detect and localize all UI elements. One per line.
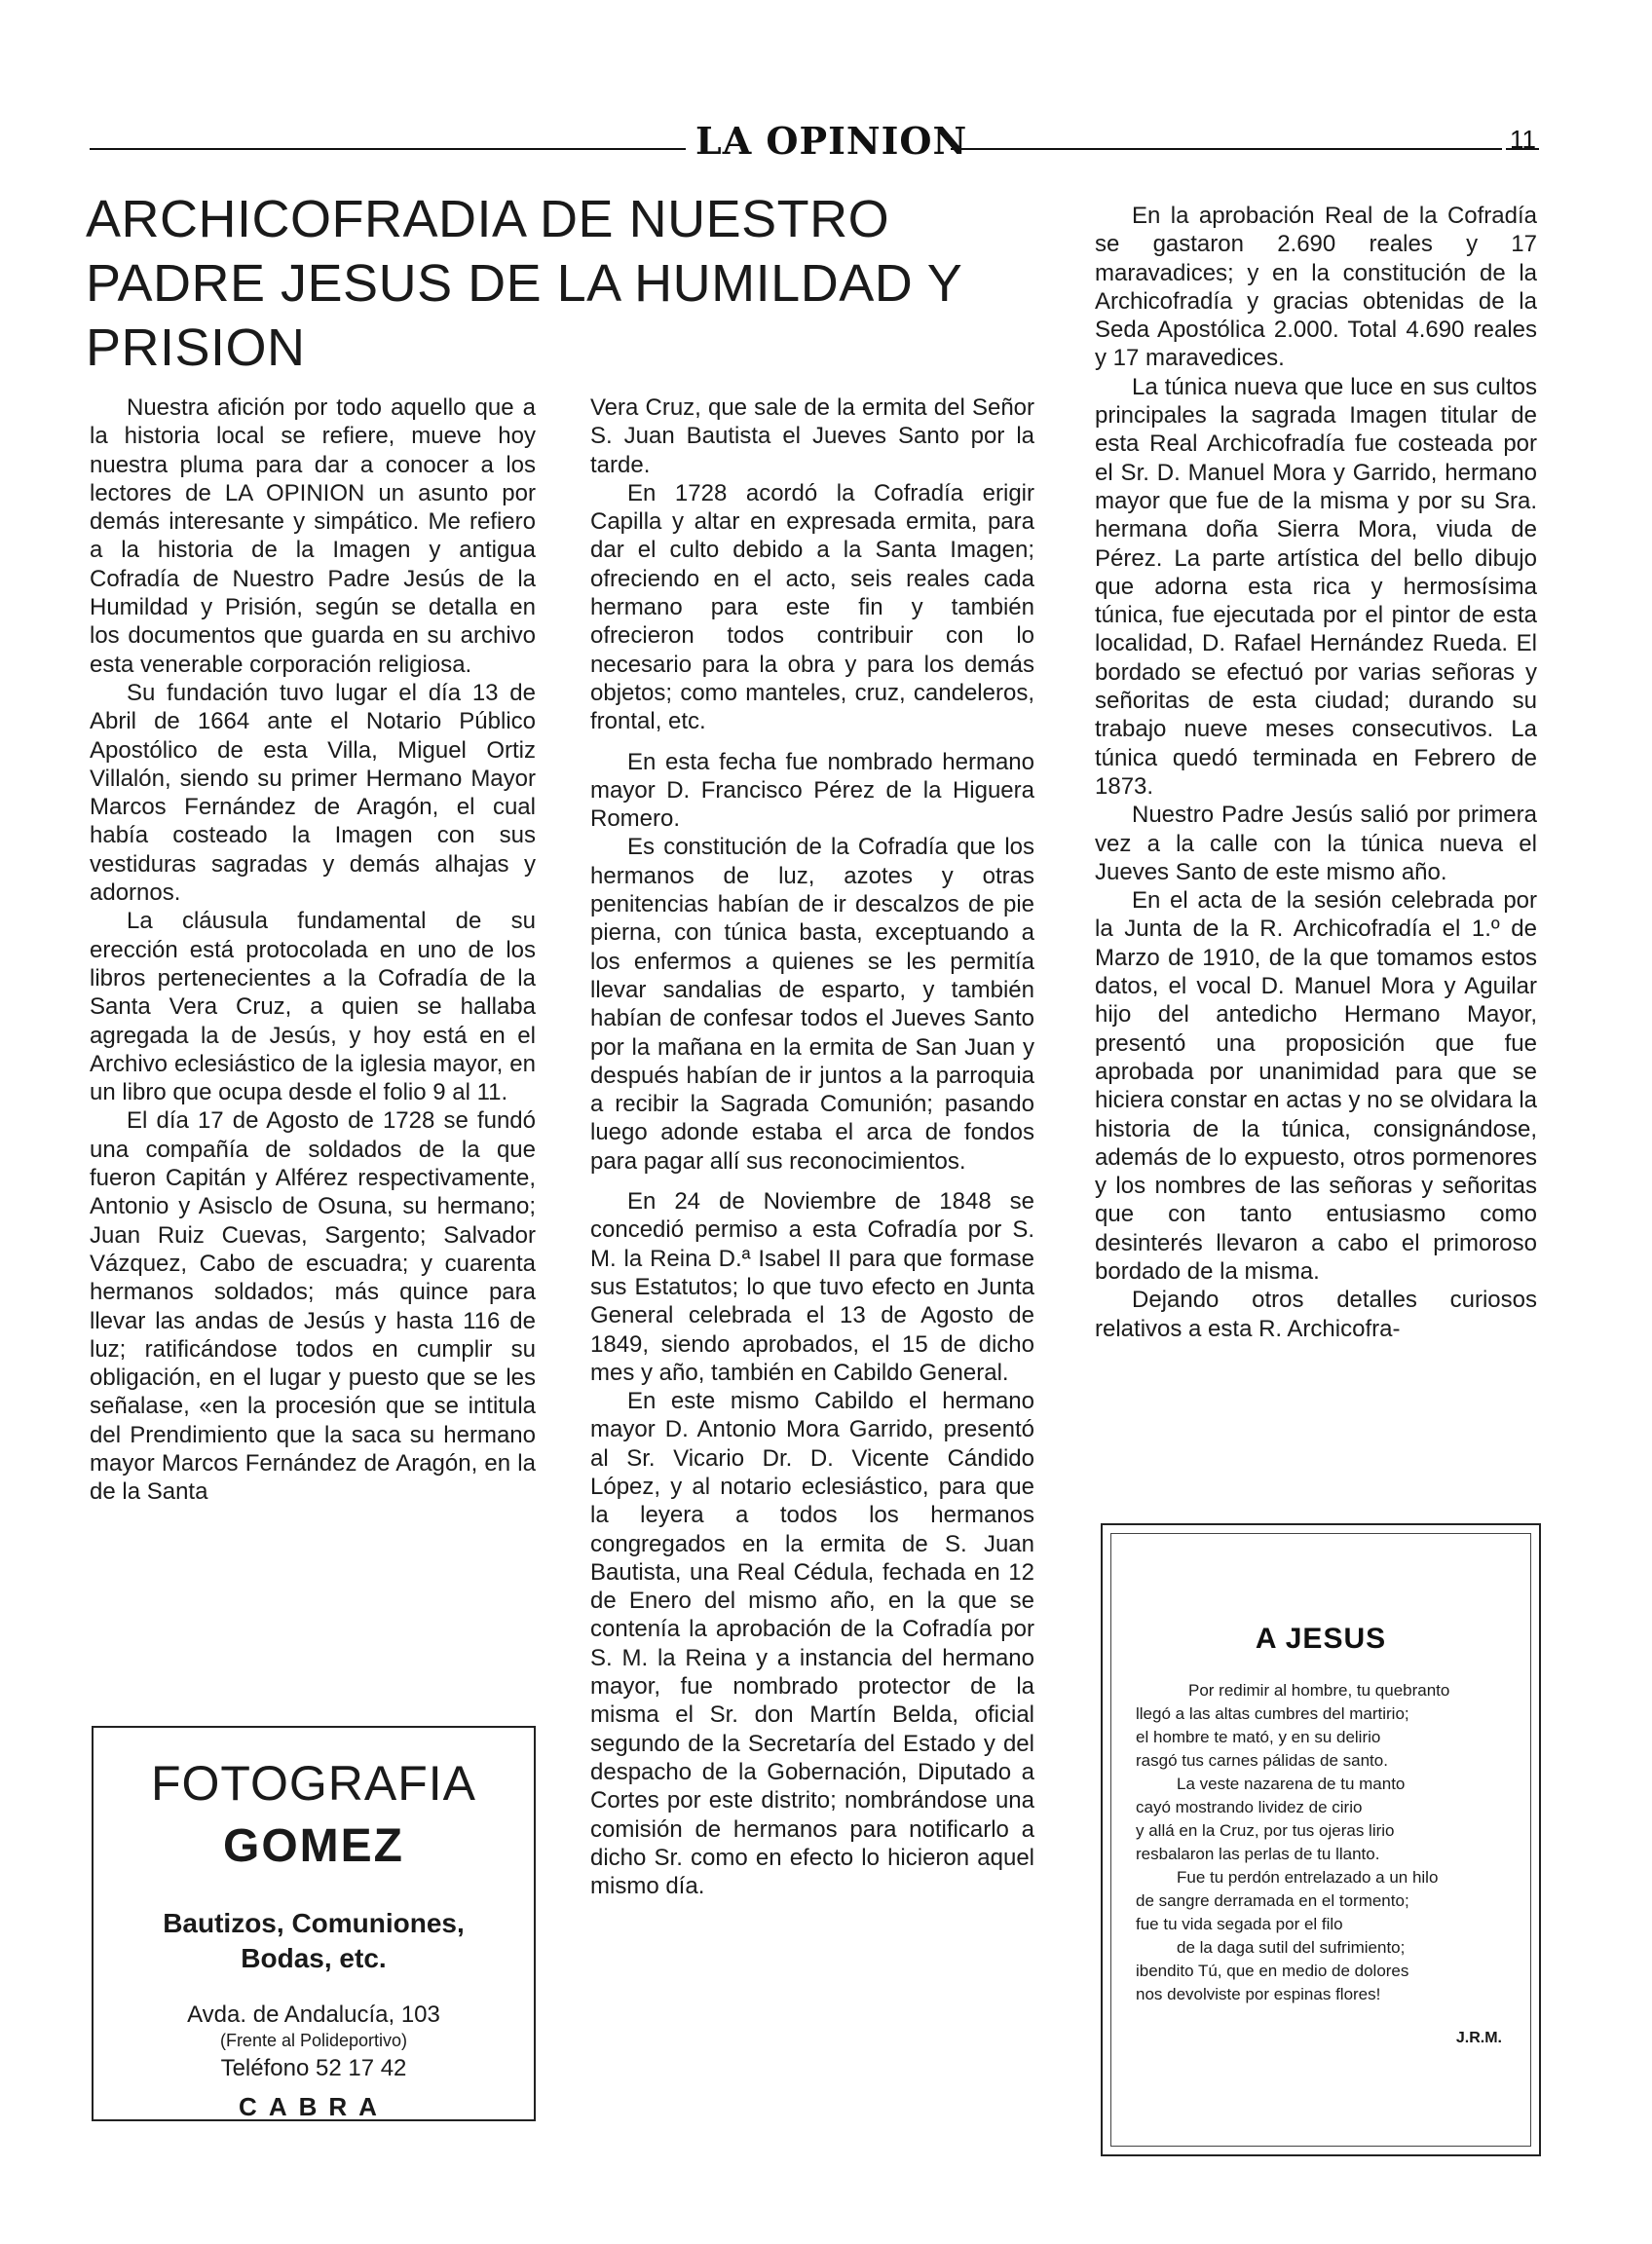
ad-phone: Teléfono 52 17 42 bbox=[220, 2055, 407, 2081]
paragraph: En esta fecha fue nombrado hermano mayor D. Francisco Pérez de la Higuera Romero. bbox=[590, 748, 1034, 833]
paragraph: En 24 de Noviembre de 1848 se concedió permiso a esta Cofradía por S. M. la Reina D.ª Isabel II para que formase sus Estatutos; lo que tuvo efecto en Junta General celebrada el 13 de Agosto de 1849, siendo aprobados, el 15 de dicho mes y año, también en Cabildo General. bbox=[590, 1188, 1034, 1386]
ad-city: CABRA bbox=[239, 2092, 389, 2121]
paragraph: Nuestra afición por todo aquello que a la historia local se refiere, mueve hoy nuestra pluma para dar a conocer a los lectores de LA OPINION un asunto por demás interesante y simpático. Me refiero a la historia de la Imagen y antigua Cofradía de Nuestro Padre Jesús de la Humildad y Prisión, según se detalla en los documentos que guarda en su archivo esta venerable corporación religiosa. bbox=[90, 394, 536, 678]
article-column-1 bbox=[90, 393, 536, 1507]
paragraph: Su fundación tuvo lugar el día 13 de Abril de 1664 ante el Notario Público Apostólico de esta Villa, Miguel Ortiz Villalón, siendo su primer Hermano Mayor Marcos Fernández de Aragón, el cual había costeado la Imagen con sus vestiduras sagradas y demás alhajas y adornos. bbox=[90, 679, 536, 907]
poem-verses bbox=[1136, 1679, 1506, 2006]
ad-address: Avda. de Andalucía, 103 bbox=[187, 2001, 440, 2028]
article-headline: ARCHICOFRADIA DE NUESTRO PADRE JESUS DE LA HUMILDAD Y PRISION bbox=[86, 190, 962, 377]
poem-line: el hombre te mató, y en su delirio bbox=[1136, 1728, 1381, 1746]
paragraph: En el acta de la sesión celebrada por la Junta de la R. Archicofradía el 1.º de Marzo de 1910, de la que tomamos estos datos, el vocal D. Manuel Mora y Aguilar hijo del antedicho Hermano Mayor, presentó una proposición que fue aprobada por unanimidad para que se hiciera constar en actas y no se olvidara la historia de la túnica, consignándose, además de lo expuesto, otros pormenores y los nombres de las señoras y señoritas que con tanto entusiasmo como desinterés llevaron a cabo el primoroso bordado de la misma. bbox=[1095, 887, 1537, 1285]
page-number: 11 bbox=[1510, 125, 1536, 154]
ad-services-line-2: Bodas, etc. bbox=[241, 1943, 387, 1973]
paragraph: La cláusula fundamental de su erección está protocolada en uno de los libros pertenecientes a la Cofradía de la Santa Vera Cruz, a quien se hallaba agregada la de Jesús, y hoy está en el Archivo eclesiástico de la iglesia mayor, en un libro que ocupa desde el folio 9 al 11. bbox=[90, 908, 536, 1106]
masthead-title: LA OPINION bbox=[695, 119, 968, 163]
poem-line: Por redimir al hombre, tu quebranto bbox=[1188, 1681, 1450, 1700]
poem-line: ibendito Tú, que en medio de dolores bbox=[1136, 1962, 1409, 1980]
article-column-2 bbox=[590, 393, 1034, 1900]
paragraph: Es constitución de la Cofradía que los hermanos de luz, azotes y otras penitencias habían de ir descalzos de pie pierna, con túnica basta, exceptuando a los enfermos a quienes se les permitía llevar sandalias de esparto, y también habían de confesar todos el Jueves Santo por la mañana en la ermita de San Juan y después habían de ir juntos a la parroquia a recibir la Sagrada Comunión; pasando luego adonde estaba el arca de fondos para pagar allí sus reconocimientos. bbox=[590, 834, 1034, 1175]
poem-line: nos devolviste por espinas flores! bbox=[1136, 1985, 1381, 2003]
ad-address-note: (Frente al Polideportivo) bbox=[219, 2031, 408, 2050]
paragraph: Nuestro Padre Jesús salió por primera vez a la calle con la túnica nueva el Jueves Santo de este mismo año. bbox=[1095, 802, 1537, 885]
poem-line: La veste nazarena de tu manto bbox=[1177, 1775, 1406, 1793]
ad-business-name: GOMEZ bbox=[223, 1820, 404, 1872]
poem-line: rasgó tus carnes pálidas de santo. bbox=[1136, 1751, 1388, 1770]
paragraph: En la aprobación Real de la Cofradía se gastaron 2.690 reales y 17 maravadices; y en la constitución de la Archicofradía y gracias obtenidas de la Seda Apostólica 2.000. Total 4.690 reales y 17 maravedices. bbox=[1095, 203, 1537, 372]
paragraph: En 1728 acordó la Cofradía erigir Capilla y altar en expresada ermita, para dar el culto debido a la Santa Imagen; ofreciendo en el acto, seis reales cada hermano para este fin y también ofrecieron todos contribuir con lo necesario para la obra y para los demás objetos; como manteles, cruz, candeleros, frontal, etc. bbox=[590, 479, 1034, 735]
photography-advertisement bbox=[92, 1726, 536, 2121]
ad-heading: FOTOGRAFIA bbox=[150, 1756, 477, 1811]
poem-line: fue tu vida segada por el filo bbox=[1136, 1915, 1343, 1933]
masthead-rule-right bbox=[951, 148, 1502, 150]
ad-services-line-1: Bautizos, Comuniones, bbox=[163, 1908, 465, 1938]
ad-services bbox=[94, 1906, 534, 1976]
poem-title: A JESUS bbox=[1255, 1623, 1387, 1655]
paragraph: Dejando otros detalles curiosos relativos a esta R. Archicofra- bbox=[1095, 1287, 1537, 1342]
paragraph: El día 17 de Agosto de 1728 se fundó una compañía de soldados de la que fueron Capitán y Alférez respectivamente, Antonio y Asisclo de Osuna, su hermano; Juan Ruiz Cuevas, Sargento; Salvador Vázquez, Cabo de escuadra; y cuarenta hermanos soldados; más quince para llevar las andas de Jesús y hasta 116 de luz; ratificándose todos en cumplir su obligación, en el lugar y puesto que se les señalase, «en la procesión que se intitula del Prendimiento que la saca su hermano mayor Marcos Fernández de Aragón, en la de la Santa bbox=[90, 1107, 536, 1506]
poem-line: y allá en la Cruz, por tus ojeras lirio bbox=[1136, 1821, 1395, 1840]
poem-signature: J.R.M. bbox=[1455, 2030, 1502, 2046]
page-number-underline bbox=[1506, 148, 1539, 150]
article-column-3 bbox=[1095, 202, 1537, 1343]
poem-line: resbalaron las perlas de tu llanto. bbox=[1136, 1845, 1380, 1863]
paragraph: La túnica nueva que luce en sus cultos principales la sagrada Imagen titular de esta Real Archicofradía fue costeada por el Sr. D. Manuel Mora y Garrido, hermano mayor que fue de la misma y por su Sra. hermana doña Sierra Mora, viuda de Pérez. La parte artística del bello dibujo que adorna esta rica y hermosísima túnica, fue ejecutada por el pintor de esta localidad, D. Rafael Hernández Rueda. El bordado se efectuó por varias señoras y señoritas de esta ciudad; durando su trabajo nueve meses consecutivos. La túnica quedó terminada en Febrero de 1873. bbox=[1095, 373, 1537, 800]
poem-line: Fue tu perdón entrelazado a un hilo bbox=[1177, 1868, 1439, 1887]
poem-line: cayó mostrando lividez de cirio bbox=[1136, 1798, 1363, 1816]
paragraph: En este mismo Cabildo el hermano mayor D. Antonio Mora Garrido, presentó al Sr. Vicario Dr. D. Vicente Cándido López, y al notario eclesiástico, para que la leyera a todos los hermanos congregados en la ermita de S. Juan Bautista, una Real Cédula, fechada en 12 de Enero del mismo año, en la que se contenía la aprobación de la Cofradía por S. M. la Reina y a instancia del hermano mayor, fue nombrado protector de la misma el Sr. don Martín Belda, oficial segundo de la Secretaría del Estado y del despacho de la Gobernación, Diputado a Cortes por este distrito; nombrándose una comisión de hermanos para notificarlo a dicho Sr. como en efecto lo hicieron aquel mismo día. bbox=[590, 1388, 1034, 1900]
poem-line: llegó a las altas cumbres del martirio; bbox=[1136, 1704, 1409, 1723]
poem-line: de la daga sutil del sufrimiento; bbox=[1177, 1938, 1406, 1957]
paragraph: Vera Cruz, que sale de la ermita del Señor S. Juan Bautista el Jueves Santo por la tarde. bbox=[590, 394, 1034, 478]
poem-line: de sangre derramada en el tormento; bbox=[1136, 1891, 1409, 1910]
masthead-rule-left bbox=[90, 148, 686, 150]
poem-box bbox=[1101, 1523, 1541, 2156]
